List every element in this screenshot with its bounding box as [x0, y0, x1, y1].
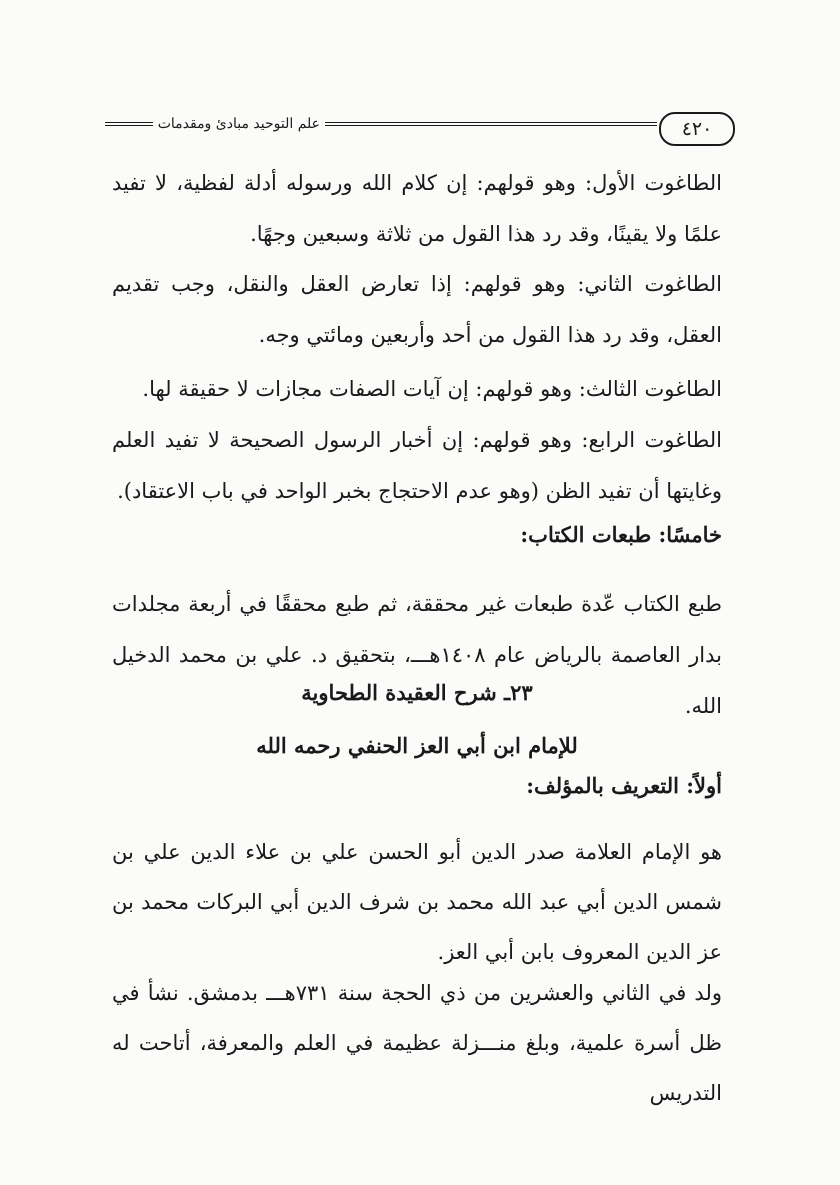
paragraph-author-name: هو الإمام العلامة صدر الدين أبو الحسن علي بن علاء الدين علي بن شمس الدين أبي عبد الله محمد بن شرف الدين أبي البركات محمد بن عز الدين المعروف بابن أبي العز.	[112, 840, 722, 964]
section-heading-editions: خامسًا: طبعات الكتاب:	[520, 522, 722, 547]
page-number: ٤٢٠	[659, 112, 735, 146]
running-header	[100, 108, 735, 148]
paragraph-taghut-first: الطاغوت الأول: وهو قولهم: إن كلام الله ورسوله أدلة لفظية، لا تفيد علمًا ولا يقينًا، وقد رد هذا القول من ثلاثة وسبعين وجهًا.	[112, 171, 722, 246]
paragraph-editions: طبع الكتاب عّدة طبعات غير محققة، ثم طبع محققًا في أربعة مجلدات بدار العاصمة بالرياض عام ١٤٠٨هـــ، بتحقيق د. علي بن محمد الدخيل الله.	[112, 592, 722, 718]
section-heading-author: أولاً: التعريف بالمؤلف:	[526, 773, 722, 798]
book-heading: ٢٣ـ شرح العقيدة الطحاوية	[301, 680, 533, 705]
paragraph-author-birth: ولد في الثاني والعشرين من ذي الحجة سنة ٧٣١هـــ بدمشق. نشأ في ظل أسرة علمية، وبلغ منـــزلة عظيمة في العلم والمعرفة، أتاحت له التدريس	[112, 981, 722, 1105]
paragraph-taghut-third: الطاغوت الثالث: وهو قولهم: إن آيات الصفات مجازات لا حقيقة لها.	[142, 377, 722, 401]
paragraph-taghut-second: الطاغوت الثاني: وهو قولهم: إذا تعارض العقل والنقل، وجب تقديم العقل، وقد رد هذا القول من أحد وأربعين ومائتي وجه.	[112, 272, 722, 347]
paragraph-taghut-fourth: الطاغوت الرابع: وهو قولهم: إن أخبار الرسول الصحيحة لا تفيد العلم وغايتها أن تفيد الظن (وهو عدم الاحتجاج بخبر الواحد في باب الاعتقاد).	[112, 428, 722, 503]
header-rule-long	[325, 122, 657, 126]
author-heading: للإمام ابن أبي العز الحنفي رحمه الله	[256, 733, 578, 758]
book-title: علم التوحيد مبادئ ومقدمات	[157, 116, 320, 132]
header-rule-short	[105, 122, 153, 126]
